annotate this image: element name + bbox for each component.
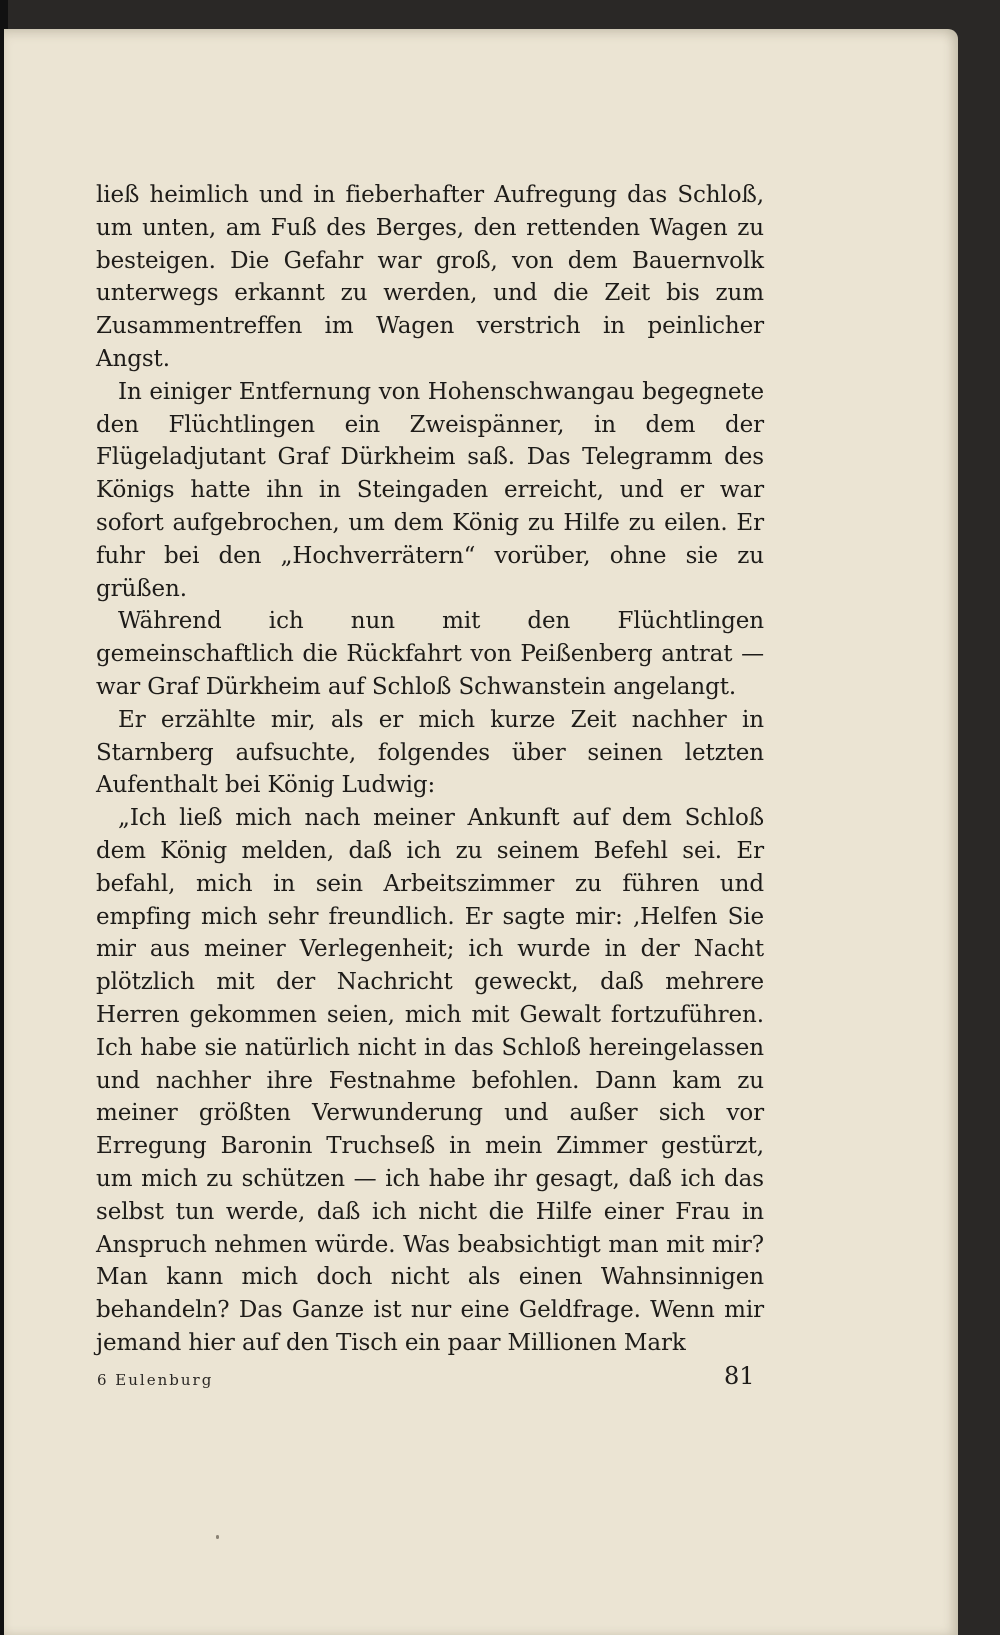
body-text bbox=[96, 179, 764, 1360]
page-number: 81 bbox=[724, 1362, 755, 1390]
paragraph-3: Während ich nun mit den Flüchtlingen gemeinschaftlich die Rückfahrt von Peißenberg antrat — war Graf Dürkheim auf Schloß Schwanstein angelangt. bbox=[96, 608, 764, 700]
paragraph-5: „Ich ließ mich nach meiner Ankunft auf dem Schloß dem König melden, daß ich zu seinem Befehl sei. Er befahl, mich in sein Arbeitszimmer zu führen und empfing mich sehr freundlich. Er sagte mir: ‚Helfen Sie mir aus meiner Verlegenheit; ich wurde in der Nacht plötzlich mit der Nachricht geweckt, daß mehrere Herren gekommen seien, mich mit Gewalt fortzuführen. Ich habe sie natürlich nicht in das Schloß hereingelassen und nachher ihre Festnahme befohlen. Dann kam zu meiner größten Verwunderung und außer sich vor Erregung Baronin Truchseß in mein Zimmer gestürzt, um mich zu schützen — ich habe ihr gesagt, daß ich das selbst tun werde, daß ich nicht die Hilfe einer Frau in Anspruch nehmen würde. Was beabsichtigt man mit mir? Man kann mich doch nicht als einen Wahnsinnigen behandeln? Das Ganze ist nur eine Geldfrage. Wenn mir jemand hier auf den Tisch ein paar Millionen Mark bbox=[96, 805, 764, 1356]
paragraph-2: In einiger Entfernung von Hohenschwangau begegnete den Flüchtlingen ein Zweispänner, in dem der Flügeladjutant Graf Dürkheim saß. Das Telegramm des Königs hatte ihn in Steingaden erreicht, und er war sofort aufgebrochen, um dem König zu Hilfe zu eilen. Er fuhr bei den „Hochverrätern“ vorüber, ohne sie zu grüßen. bbox=[96, 378, 764, 602]
paragraph-1: ließ heimlich und in fieberhafter Aufregung das Schloß, um unten, am Fuß des Berges, den rettenden Wagen zu besteigen. Die Gefahr war groß, von dem Bauernvolk unterwegs erkannt zu werden, und die Zeit bis zum Zusammentreffen im Wagen verstrich in peinlicher Angst. bbox=[96, 182, 764, 372]
book-page bbox=[4, 29, 958, 1635]
paragraph-4: Er erzählte mir, als er mich kurze Zeit nachher in Starnberg aufsuchte, folgendes über seinen letzten Aufenthalt bei König Ludwig: bbox=[96, 706, 764, 799]
printer-signature: 6 Eulenburg bbox=[97, 1371, 214, 1389]
paper-speck bbox=[216, 1535, 219, 1539]
